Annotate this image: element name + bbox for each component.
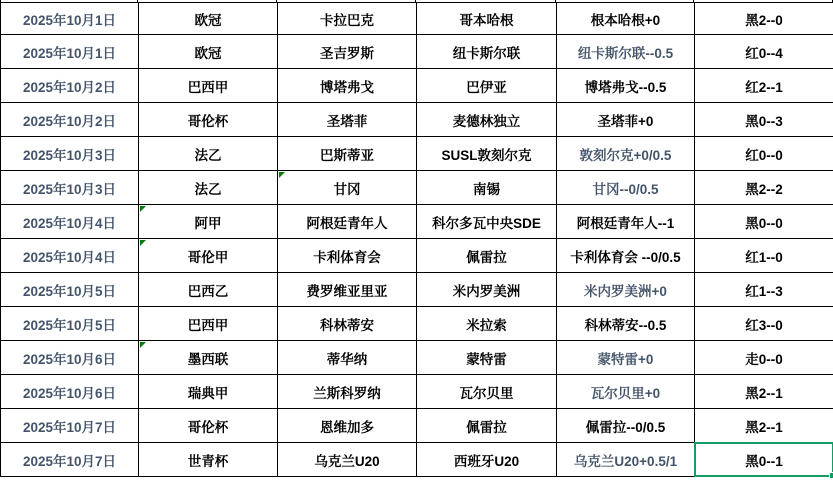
cell-home[interactable]: 圣吉罗斯 [278, 35, 417, 69]
cell-date[interactable]: 2025年10月5日 [1, 273, 139, 307]
cell-result[interactable]: 黑2--0 [695, 3, 833, 35]
cell-date[interactable]: 2025年10月6日 [1, 375, 139, 409]
cell-away[interactable]: 南锡 [417, 171, 557, 205]
cell-home[interactable]: 巴斯蒂亚 [278, 137, 417, 171]
cell-handicap[interactable]: 科林蒂安--0.5 [557, 307, 695, 341]
column-border-stub [556, 0, 694, 2]
cell-home[interactable]: 蒂华纳 [278, 341, 417, 375]
cell-result[interactable]: 黑0--0 [695, 205, 833, 239]
cell-away[interactable]: 瓦尔贝里 [417, 375, 557, 409]
cell-league[interactable]: 巴西甲 [139, 307, 278, 341]
cell-home[interactable]: 卡拉巴克 [278, 3, 417, 35]
comment-flag-icon [140, 342, 146, 348]
cell-away[interactable]: 巴伊亚 [417, 69, 557, 103]
cell-away[interactable]: 米拉索 [417, 307, 557, 341]
cell-result[interactable]: 走0--0 [695, 341, 833, 375]
column-border-stub [138, 0, 277, 2]
cell-date[interactable]: 2025年10月5日 [1, 307, 139, 341]
cell-date[interactable]: 2025年10月7日 [1, 409, 139, 443]
cell-date[interactable]: 2025年10月7日 [1, 443, 139, 477]
cell-league[interactable]: 法乙 [139, 171, 278, 205]
cell-result[interactable]: 黑2--2 [695, 171, 833, 205]
cell-home[interactable]: 恩维加多 [278, 409, 417, 443]
cell-away[interactable]: 纽卡斯尔联 [417, 35, 557, 69]
table-row [1, 409, 833, 443]
cell-handicap[interactable]: 卡利体育会 --0/0.5 [557, 239, 695, 273]
cell-home[interactable]: 甘冈 [278, 171, 417, 205]
table-row [1, 171, 833, 205]
cell-date[interactable]: 2025年10月1日 [1, 3, 139, 35]
cell-home[interactable]: 乌克兰U20 [278, 443, 417, 477]
cell-home[interactable]: 费罗维亚里亚 [278, 273, 417, 307]
cell-away[interactable]: 科尔多瓦中央SDE [417, 205, 557, 239]
cell-handicap[interactable]: 蒙特雷+0 [557, 341, 695, 375]
cell-league[interactable]: 世青杯 [139, 443, 278, 477]
cell-away[interactable]: 哥本哈根 [417, 3, 557, 35]
cell-date[interactable]: 2025年10月2日 [1, 69, 139, 103]
column-border-stub [416, 0, 556, 2]
cell-league[interactable]: 法乙 [139, 137, 278, 171]
cell-date[interactable]: 2025年10月3日 [1, 171, 139, 205]
partial-row-above [0, 0, 833, 2]
cell-result[interactable]: 黑2--1 [695, 375, 833, 409]
table-row [1, 137, 833, 171]
cell-handicap[interactable]: 圣塔菲+0 [557, 103, 695, 137]
cell-league[interactable]: 欧冠 [139, 35, 278, 69]
cell-league[interactable]: 巴西乙 [139, 273, 278, 307]
column-border-stub [0, 0, 138, 2]
cell-home[interactable]: 阿根廷青年人 [278, 205, 417, 239]
cell-league[interactable]: 阿甲 [139, 205, 278, 239]
cell-home[interactable]: 卡利体育会 [278, 239, 417, 273]
cell-away[interactable]: 西班牙U20 [417, 443, 557, 477]
cell-league[interactable]: 巴西甲 [139, 69, 278, 103]
cell-result[interactable]: 黑0--3 [695, 103, 833, 137]
cell-home[interactable]: 科林蒂安 [278, 307, 417, 341]
cell-result[interactable]: 红3--0 [695, 307, 833, 341]
cell-date[interactable]: 2025年10月4日 [1, 205, 139, 239]
comment-flag-icon [279, 172, 285, 178]
cell-handicap[interactable]: 瓦尔贝里+0 [557, 375, 695, 409]
cell-handicap[interactable]: 乌克兰U20+0.5/1 [557, 443, 695, 477]
cell-date[interactable]: 2025年10月1日 [1, 35, 139, 69]
cell-result[interactable]: 红0--0 [695, 137, 833, 171]
cell-away[interactable]: 蒙特雷 [417, 341, 557, 375]
cell-away[interactable]: 米内罗美洲 [417, 273, 557, 307]
cell-handicap[interactable]: 阿根廷青年人--1 [557, 205, 695, 239]
table-row [1, 69, 833, 103]
cell-away[interactable]: 麦德林独立 [417, 103, 557, 137]
comment-flag-icon [140, 206, 146, 212]
matches-table [0, 2, 833, 477]
column-border-stub [694, 0, 833, 2]
table-row [1, 239, 833, 273]
cell-result[interactable]: 红1--3 [695, 273, 833, 307]
cell-handicap[interactable]: 根本哈根+0 [557, 3, 695, 35]
selection-border [694, 442, 833, 477]
table-row [1, 35, 833, 69]
column-border-stub [277, 0, 416, 2]
fill-handle[interactable] [829, 472, 833, 479]
cell-result[interactable]: 黑2--1 [695, 409, 833, 443]
cell-date[interactable]: 2025年10月3日 [1, 137, 139, 171]
cell-handicap[interactable]: 佩雷拉--0/0.5 [557, 409, 695, 443]
cell-home[interactable]: 圣塔菲 [278, 103, 417, 137]
cell-handicap[interactable]: 博塔弗戈--0.5 [557, 69, 695, 103]
table-row [1, 103, 833, 137]
cell-home[interactable]: 兰斯科罗纳 [278, 375, 417, 409]
cell-result[interactable]: 红0--4 [695, 35, 833, 69]
table-row [1, 273, 833, 307]
table-row [1, 443, 833, 477]
cell-league[interactable]: 瑞典甲 [139, 375, 278, 409]
cell-league[interactable]: 墨西联 [139, 341, 278, 375]
cell-result[interactable]: 黑0--1 [695, 443, 833, 477]
cell-away[interactable]: SUSL敦刻尔克 [417, 137, 557, 171]
table-row [1, 341, 833, 375]
table-row [1, 375, 833, 409]
cell-league[interactable]: 哥伦杯 [139, 103, 278, 137]
cell-date[interactable]: 2025年10月6日 [1, 341, 139, 375]
table-row [1, 3, 833, 35]
cell-home[interactable]: 博塔弗戈 [278, 69, 417, 103]
cell-handicap[interactable]: 敦刻尔克+0/0.5 [557, 137, 695, 171]
cell-league[interactable]: 欧冠 [139, 3, 278, 35]
table-row [1, 307, 833, 341]
cell-result[interactable]: 红2--1 [695, 69, 833, 103]
cell-league[interactable]: 哥伦杯 [139, 409, 278, 443]
cell-away[interactable]: 佩雷拉 [417, 239, 557, 273]
cell-date[interactable]: 2025年10月4日 [1, 239, 139, 273]
comment-flag-icon [140, 240, 146, 246]
cell-away[interactable]: 佩雷拉 [417, 409, 557, 443]
cell-league[interactable]: 哥伦甲 [139, 239, 278, 273]
cell-handicap[interactable]: 米内罗美洲+0 [557, 273, 695, 307]
cell-result[interactable]: 红1--0 [695, 239, 833, 273]
cell-date[interactable]: 2025年10月2日 [1, 103, 139, 137]
cell-handicap[interactable]: 甘冈--0/0.5 [557, 171, 695, 205]
table-row [1, 205, 833, 239]
cell-handicap[interactable]: 纽卡斯尔联--0.5 [557, 35, 695, 69]
